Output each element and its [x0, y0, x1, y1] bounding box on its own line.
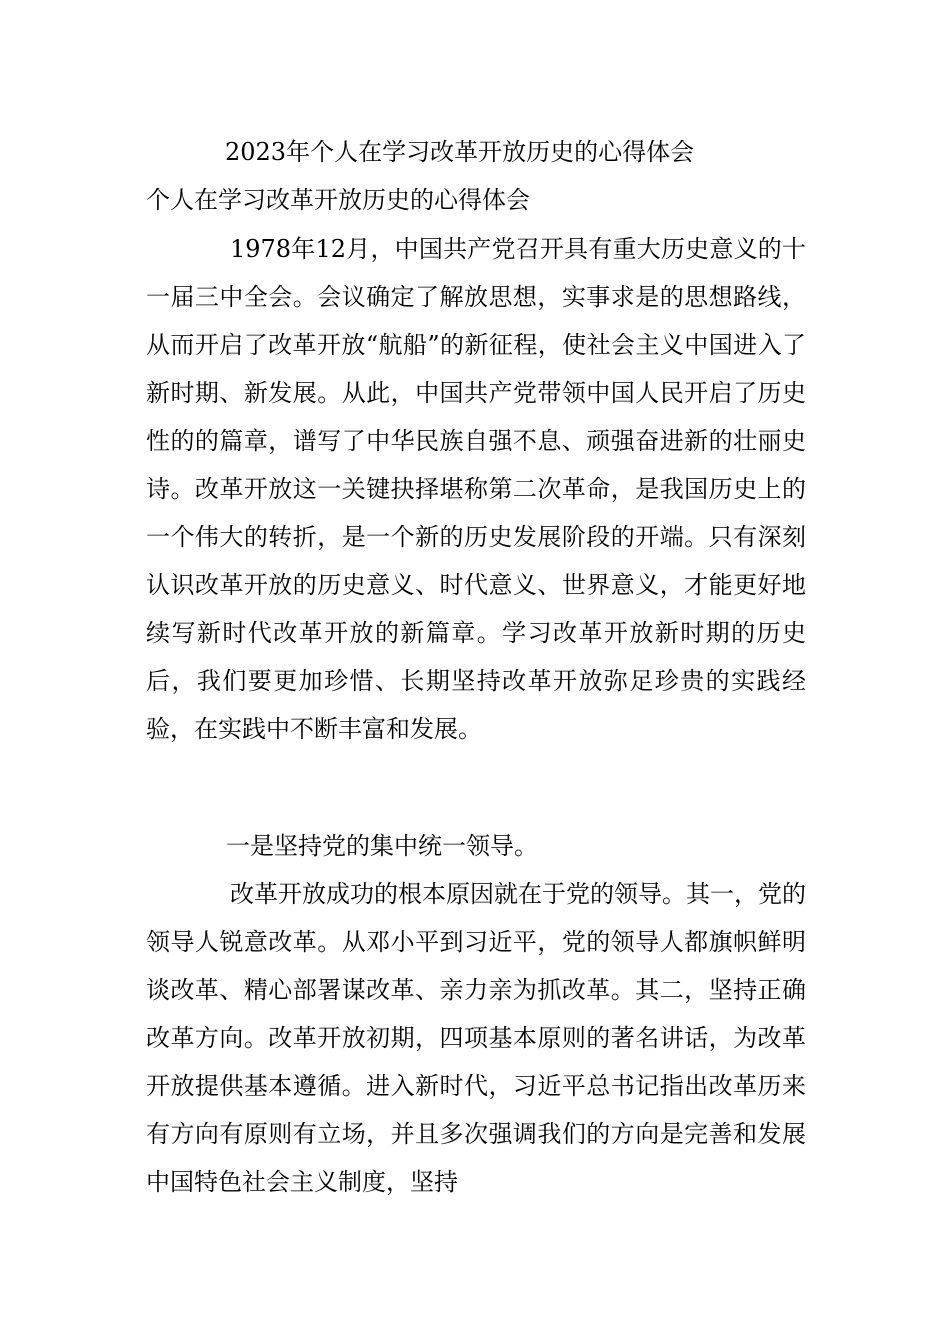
- document-title: 2023年个人在学习改革开放历史的心得体会: [225, 138, 695, 166]
- paragraph-party-leadership: 改革开放成功的根本原因就在于党的领导。其一，党的领导人锐意改革。从邓小平到习近平，党的领导人都旗帜鲜明谈改革、精心部署谋改革、亲力亲为抓改革。其二，坚持正确改革方向。改革开放初期，四项基本原则的著名讲话，为改革开放提供基本遵循。进入新时代，习近平总书记指出改革历来有方向有原则有立场，并且多次强调我们的方向是完善和发展中国特色社会主义制度，坚持: [146, 880, 806, 1196]
- document-subtitle: 个人在学习改革开放历史的心得体会: [146, 186, 530, 214]
- paragraph-intro: 1978年12月，中国共产党召开具有重大历史意义的十一届三中全会。会议确定了解放思想，实事求是的思想路线，从而开启了改革开放“航船”的新征程，使社会主义中国进入了新时期、新发展。从此，中国共产党带领中国人民开启了历史性的的篇章，谱写了中华民族自强不息、顽强奋进新的壮丽史诗。改革开放这一关键抉择堪称第二次革命，是我国历史上的一个伟大的转折，是一个新的历史发展阶段的开端。只有深刻认识改革开放的历史意义、时代意义、世界意义，才能更好地续写新时代改革开放的新篇章。学习改革开放新时期的历史后，我们要更加珍惜、长期坚持改革开放弥足珍贵的实践经验，在实践中不断丰富和发展。: [146, 235, 806, 743]
- section-heading-1: 一是坚持党的集中统一领导。: [226, 832, 538, 860]
